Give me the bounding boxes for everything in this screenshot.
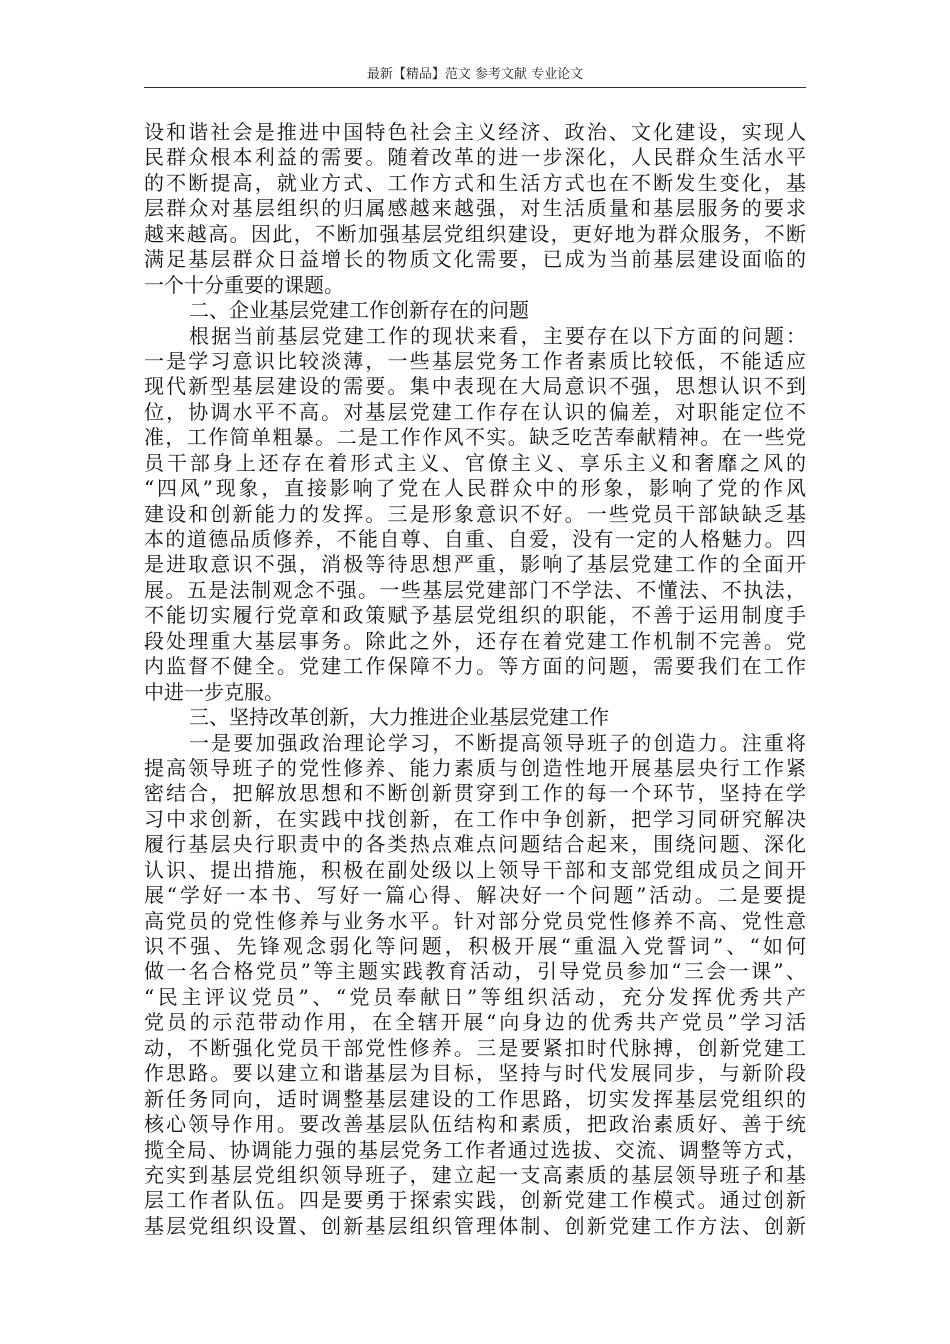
body-text-line: 建设和创新能力的发挥。三是形象意识不好。一些党员干部缺缺乏基 — [144, 501, 806, 526]
body-text-line: 一个十分重要的课题。 — [144, 272, 344, 297]
body-text-line: 基层党组织设置、创新基层组织管理体制、创新党建工作方法、创新 — [144, 1213, 806, 1238]
body-text-line: “民主评议党员”、“党员奉献日”等组织活动，充分发挥优秀共产 — [144, 984, 806, 1009]
body-text-line: 展“学好一本书、写好一篇心得、解决好一个问题”活动。二是要提 — [144, 883, 806, 908]
body-text-line: 位，协调水平不高。对基层党建工作存在认识的偏差，对职能定位不 — [144, 399, 806, 424]
body-text-line: 核心领导作用。要改善基层队伍结构和素质，把政治素质好、善于统 — [144, 1112, 806, 1137]
body-text-line: 员干部身上还存在着形式主义、官僚主义、享乐主义和奢靡之风的 — [144, 450, 806, 475]
body-text-line: 动，不断强化党员干部党性修养。三是要紧扣时代脉搏，创新党建工 — [144, 1035, 806, 1060]
header-divider — [144, 87, 806, 88]
body-text-line: 展。五是法制观念不强。一些基层党建部门不学法、不懂法、不执法， — [144, 577, 806, 602]
body-text-line: 民群众根本利益的需要。随着改革的进一步深化，人民群众生活水平 — [144, 145, 806, 170]
body-text-line: 识不强、先锋观念弱化等问题，积极开展“重温入党誓词”、“如何 — [144, 934, 806, 958]
body-text-line: 揽全局、协调能力强的基层党务工作者通过选拔、交流、调整等方式， — [144, 1137, 806, 1162]
body-text-line: 不能切实履行党章和政策赋予基层党组织的职能，不善于运用制度手 — [144, 603, 806, 628]
body-text-line: 层群众对基层组织的归属感越来越强，对生活质量和基层服务的要求 — [144, 196, 806, 221]
body-text-line: 密结合，把解放思想和不断创新贯穿到工作的每一个环节，坚持在学 — [144, 781, 806, 806]
body-text-line: 满足基层群众日益增长的物质文化需要，已成为当前基层建设面临的 — [144, 247, 806, 272]
body-text-line: 党员的示范带动作用，在全辖开展“向身边的优秀共产党员”学习活 — [144, 1010, 806, 1035]
body-text-line: 段处理重大基层事务。除此之外，还存在着党建工作机制不完善。党 — [144, 628, 806, 653]
body-text-line: 本的道德品质修养，不能自尊、自重、自爱，没有一定的人格魅力。四 — [144, 527, 806, 551]
body-text-line: 根据当前基层党建工作的现状来看，主要存在以下方面的问题： — [189, 323, 806, 348]
body-text-line: 认识、提出措施，积极在副处级以上领导干部和支部党组成员之间开 — [144, 857, 806, 882]
body-text-line: 一是要加强政治理论学习，不断提高领导班子的创造力。注重将 — [189, 730, 806, 755]
body-text-line: 提高领导班子的党性修养、能力素质与创造性地开展基层央行工作紧 — [144, 755, 806, 780]
body-text-line: 做一名合格党员”等主题实践教育活动，引导党员参加“三会一课”、 — [144, 959, 806, 984]
body-text-line: “四风”现象，直接影响了党在人民群众中的形象，影响了党的作风 — [144, 476, 806, 501]
body-text-line: 作思路。要以建立和谐基层为目标，坚持与时代发展同步，与新阶段 — [144, 1061, 806, 1086]
body-text-line: 三、坚持改革创新，大力推进企业基层党建工作 — [189, 705, 609, 730]
body-text-line: 的不断提高，就业方式、工作方式和生活方式也在不断发生变化，基 — [144, 170, 806, 195]
body-text-line: 一是学习意识比较淡薄，一些基层党务工作者素质比较低，不能适应 — [144, 348, 806, 373]
body-text-line: 高党员的党性修养与业务水平。针对部分党员党性修养不高、党性意 — [144, 908, 806, 933]
body-text-line: 新任务同向，适时调整基层建设的工作思路，切实发挥基层党组织的 — [144, 1086, 806, 1111]
body-text-line: 现代新型基层建设的需要。集中表现在大局意识不强，思想认识不到 — [144, 374, 806, 399]
document-body — [144, 120, 806, 1239]
body-text-line: 中进一步克服。 — [144, 679, 284, 704]
body-text-line: 习中求创新，在实践中找创新，在工作中争创新，把学习同研究解决 — [144, 806, 806, 831]
body-text-line: 二、企业基层党建工作创新存在的问题 — [189, 298, 529, 323]
body-text-line: 层工作者队伍。四是要勇于探索实践，创新党建工作模式。通过创新 — [144, 1188, 806, 1213]
body-text-line: 越来越高。因此，不断加强基层党组织建设，更好地为群众服务，不断 — [144, 221, 806, 246]
body-text-line: 内监督不健全。党建工作保障不力。等方面的问题，需要我们在工作 — [144, 654, 806, 679]
body-text-line: 设和谐社会是推进中国特色社会主义经济、政治、文化建设，实现人 — [144, 120, 806, 144]
body-text-line: 履行基层央行职责中的各类热点难点问题结合起来，围绕问题、深化 — [144, 832, 806, 857]
body-text-line: 准，工作简单粗暴。二是工作作风不实。缺乏吃苦奉献精神。在一些党 — [144, 425, 806, 450]
body-text-line: 充实到基层党组织领导班子，建立起一支高素质的基层领导班子和基 — [144, 1162, 806, 1187]
body-text-line: 是进取意识不强，消极等待思想严重，影响了基层党建工作的全面开 — [144, 552, 806, 577]
page-header: 最新【精品】范文 参考文献 专业论文 — [366, 67, 584, 82]
